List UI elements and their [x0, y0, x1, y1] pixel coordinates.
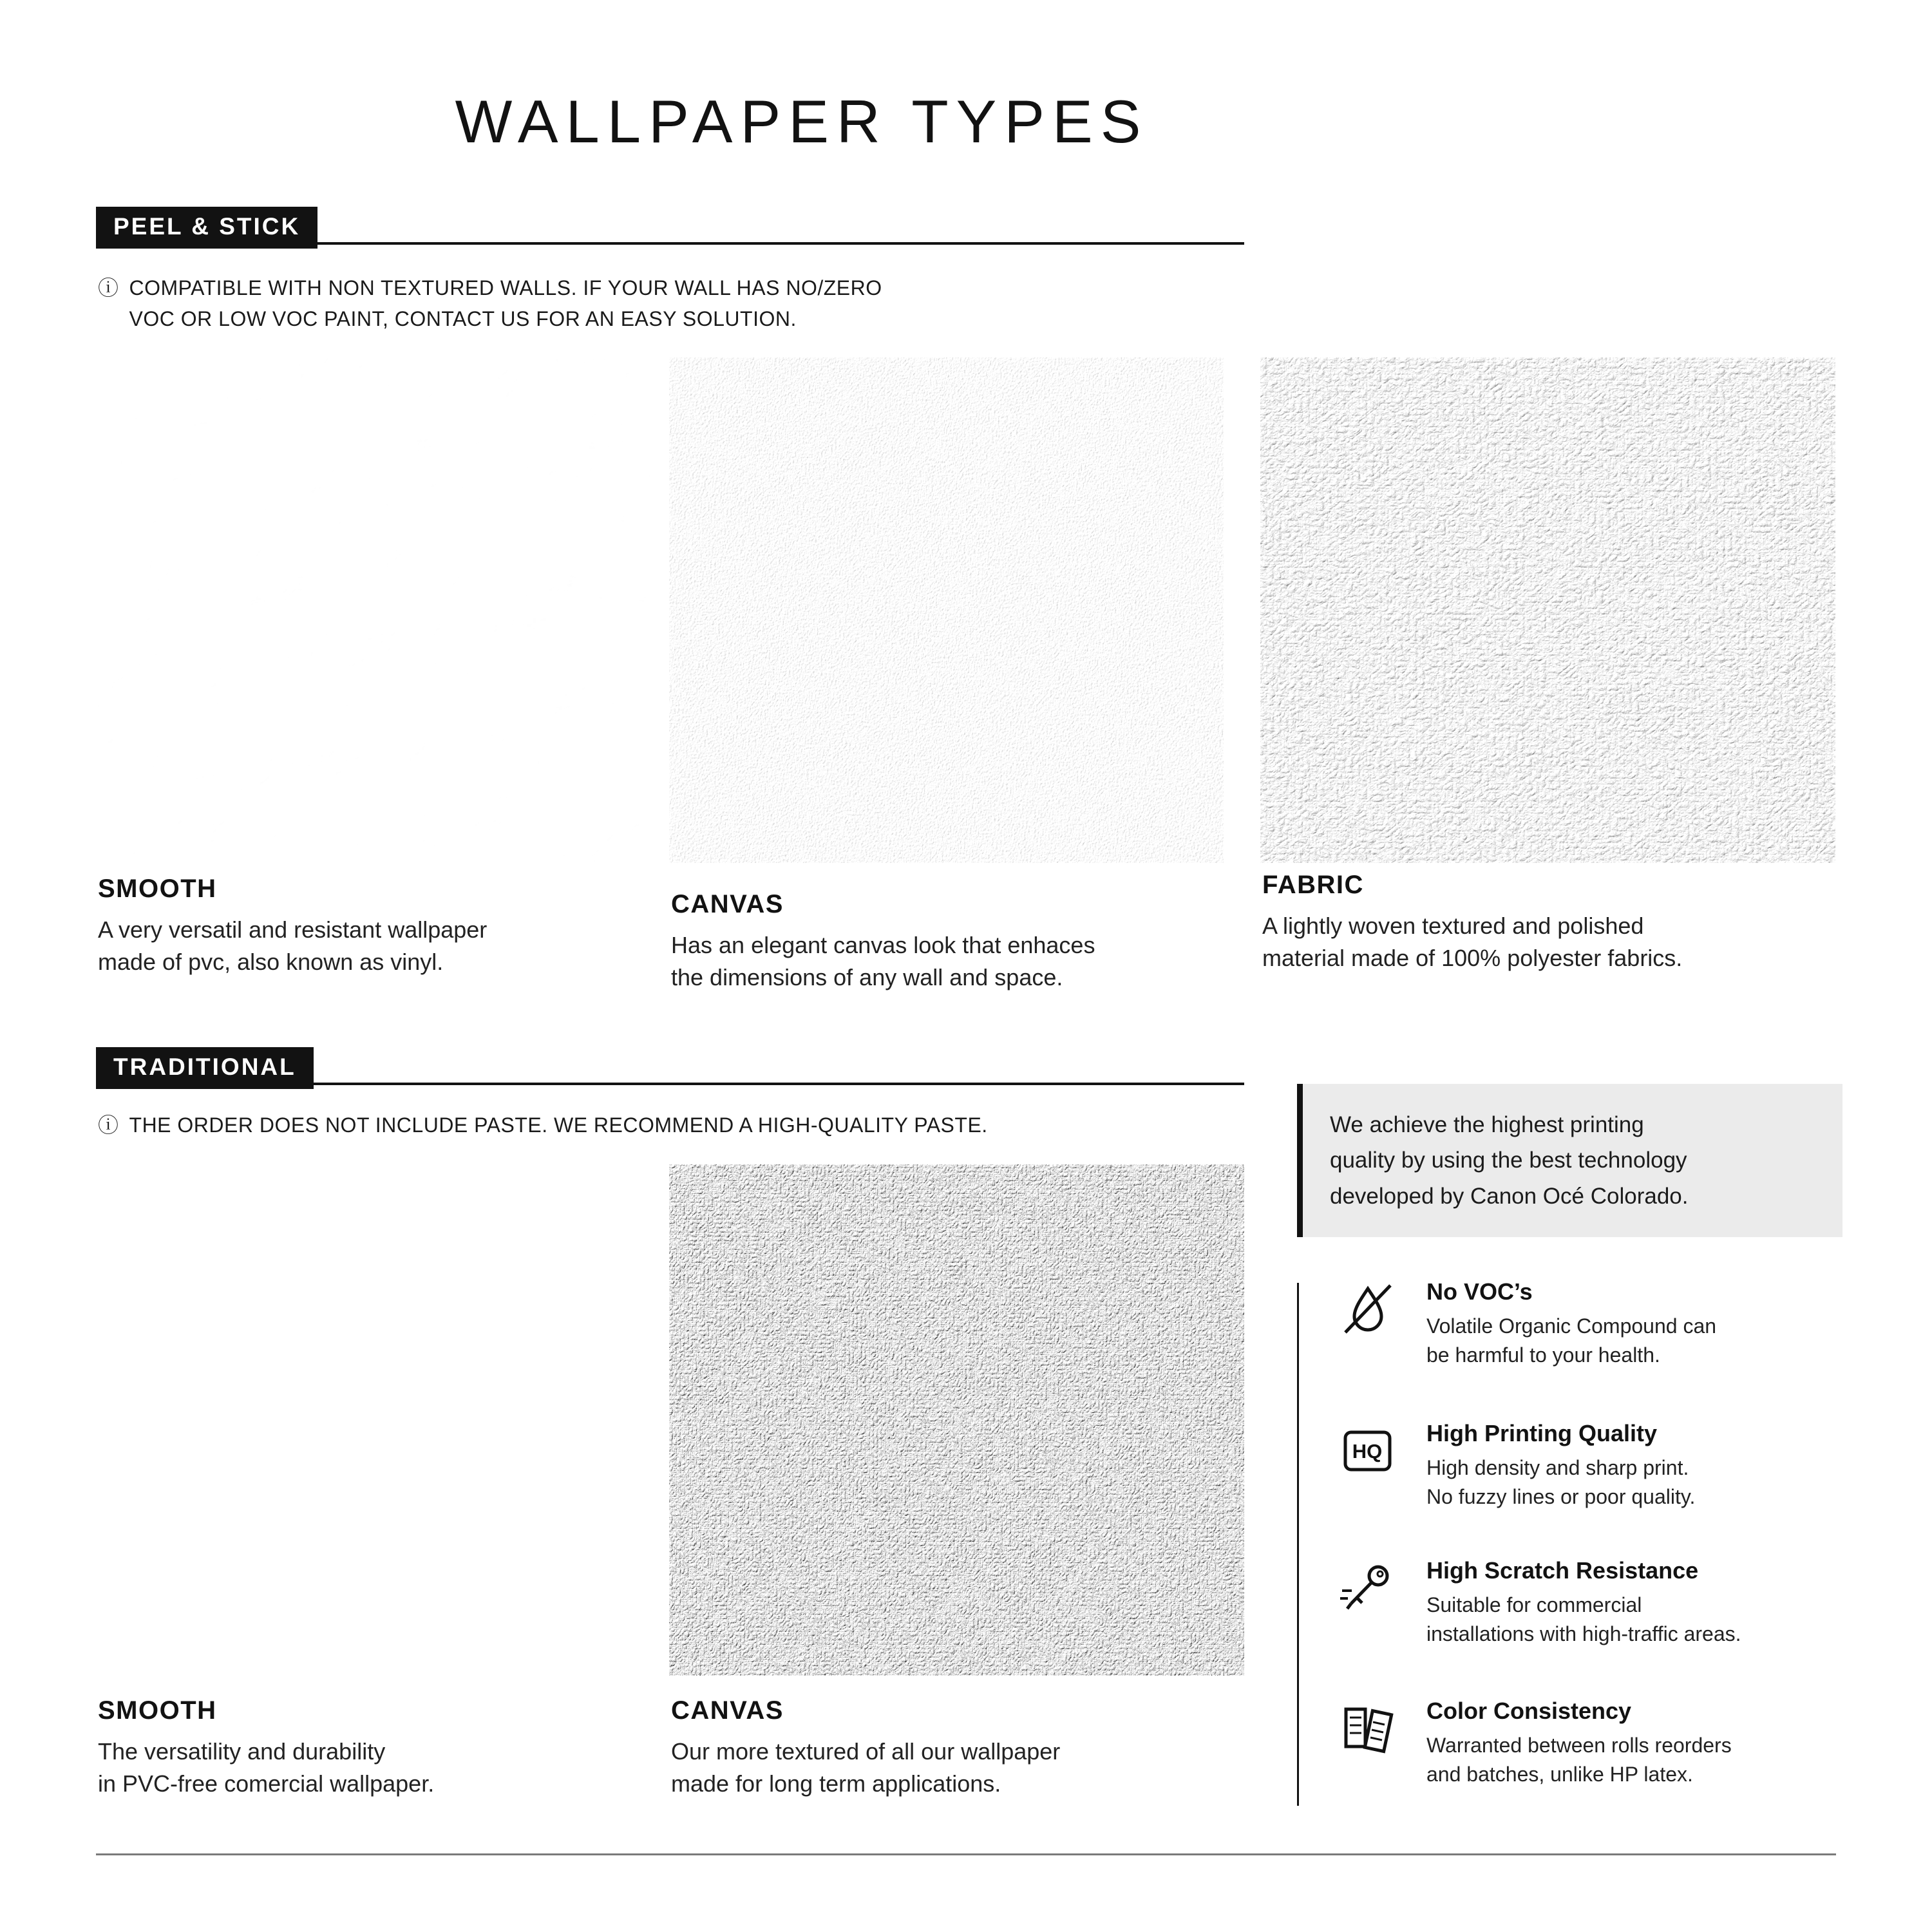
- quality-note-line: We achieve the highest printing: [1330, 1112, 1644, 1137]
- no-voc-icon: [1337, 1278, 1398, 1340]
- feature-description: [1426, 1454, 1695, 1512]
- feature-title: Color Consistency: [1426, 1698, 1632, 1724]
- feature-title: No VOC’s: [1426, 1278, 1533, 1305]
- swatch-traditional-smooth: [96, 1164, 650, 1676]
- peel-stick-note: [98, 272, 882, 334]
- page-title: WALLPAPER TYPES: [455, 88, 1149, 155]
- desc-line: The versatility and durability: [98, 1738, 386, 1765]
- feature-text: [1426, 1698, 1732, 1790]
- caption-peel-fabric: [1262, 871, 1842, 974]
- footer-rule: [96, 1853, 1836, 1855]
- feature-title: High Scratch Resistance: [1426, 1557, 1699, 1584]
- swatch-description: [671, 1736, 1251, 1799]
- swatch-traditional-canvas: [669, 1164, 1244, 1676]
- desc-line: Volatile Organic Compound can: [1426, 1314, 1717, 1338]
- swatch-peel-smooth: [96, 357, 650, 863]
- desc-line: Warranted between rolls reorders: [1426, 1734, 1732, 1757]
- swatch-name: SMOOTH: [98, 875, 217, 903]
- desc-line: A very versatil and resistant wallpaper: [98, 916, 488, 943]
- caption-traditional-smooth: [98, 1696, 677, 1799]
- peel-stick-rule: [96, 242, 1244, 245]
- feature-text: [1426, 1557, 1741, 1649]
- desc-line: A lightly woven textured and polished: [1262, 913, 1644, 939]
- scratch-icon: [1337, 1557, 1398, 1618]
- swatch-description: [1262, 910, 1842, 974]
- features-divider-line: [1297, 1283, 1299, 1806]
- note-line: COMPATIBLE WITH NON TEXTURED WALLS. IF YOUR WALL HAS NO/ZERO: [129, 276, 882, 299]
- color-swatches-icon: [1337, 1698, 1398, 1759]
- swatch-name: FABRIC: [1262, 871, 1364, 899]
- section-tag-peel-stick: PEEL & STICK: [96, 207, 317, 249]
- caption-peel-canvas: [671, 890, 1251, 993]
- swatch-description: [671, 929, 1251, 993]
- swatch-name: CANVAS: [671, 1696, 784, 1725]
- feature-description: [1426, 1731, 1732, 1790]
- traditional-note: [98, 1110, 988, 1141]
- note-line: THE ORDER DOES NOT INCLUDE PASTE. WE RECOMMEND A HIGH-QUALITY PASTE.: [129, 1113, 988, 1137]
- desc-line: material made of 100% polyester fabrics.: [1262, 944, 1683, 971]
- hq-icon: [1337, 1420, 1398, 1481]
- feature-no-voc: [1337, 1278, 1852, 1370]
- desc-line: be harmful to your health.: [1426, 1343, 1660, 1367]
- quality-note-line: quality by using the best technology: [1330, 1148, 1687, 1173]
- swatch-description: [98, 914, 677, 978]
- traditional-note-text: [129, 1110, 988, 1141]
- info-icon: ⓘ: [98, 276, 119, 299]
- caption-traditional-canvas: [671, 1696, 1251, 1799]
- desc-line: Our more textured of all our wallpaper: [671, 1738, 1061, 1765]
- info-icon: ⓘ: [98, 1113, 119, 1137]
- traditional-rule: [96, 1083, 1244, 1085]
- desc-line: installations with high-traffic areas.: [1426, 1622, 1741, 1646]
- swatch-name: CANVAS: [671, 890, 784, 918]
- peel-stick-note-text: [129, 272, 882, 334]
- desc-line: made of pvc, also known as vinyl.: [98, 948, 444, 975]
- print-quality-note: [1297, 1084, 1842, 1237]
- feature-color-consistency: [1337, 1698, 1852, 1790]
- svg-text:HQ: HQ: [1352, 1440, 1383, 1463]
- desc-line: High density and sharp print.: [1426, 1456, 1689, 1479]
- swatch-peel-canvas: [669, 357, 1224, 863]
- desc-line: in PVC-free comercial wallpaper.: [98, 1770, 435, 1797]
- desc-line: and batches, unlike HP latex.: [1426, 1763, 1693, 1786]
- feature-description: [1426, 1591, 1741, 1649]
- quality-note-line: developed by Canon Océ Colorado.: [1330, 1183, 1689, 1209]
- desc-line: the dimensions of any wall and space.: [671, 963, 1063, 990]
- feature-text: [1426, 1420, 1695, 1512]
- swatch-peel-fabric: [1260, 357, 1835, 863]
- desc-line: No fuzzy lines or poor quality.: [1426, 1485, 1696, 1509]
- feature-description: [1426, 1312, 1716, 1370]
- swatch-description: [98, 1736, 677, 1799]
- feature-high-scratch-resistance: [1337, 1557, 1852, 1649]
- desc-line: Suitable for commercial: [1426, 1593, 1642, 1616]
- desc-line: made for long term applications.: [671, 1770, 1001, 1797]
- feature-title: High Printing Quality: [1426, 1420, 1657, 1446]
- feature-high-printing-quality: [1337, 1420, 1852, 1512]
- note-line: VOC OR LOW VOC PAINT, CONTACT US FOR AN EASY SOLUTION.: [129, 307, 797, 330]
- swatch-name: SMOOTH: [98, 1696, 217, 1725]
- caption-peel-smooth: [98, 875, 677, 978]
- section-tag-traditional: TRADITIONAL: [96, 1047, 314, 1089]
- desc-line: Has an elegant canvas look that enhaces: [671, 932, 1095, 958]
- feature-text: [1426, 1278, 1716, 1370]
